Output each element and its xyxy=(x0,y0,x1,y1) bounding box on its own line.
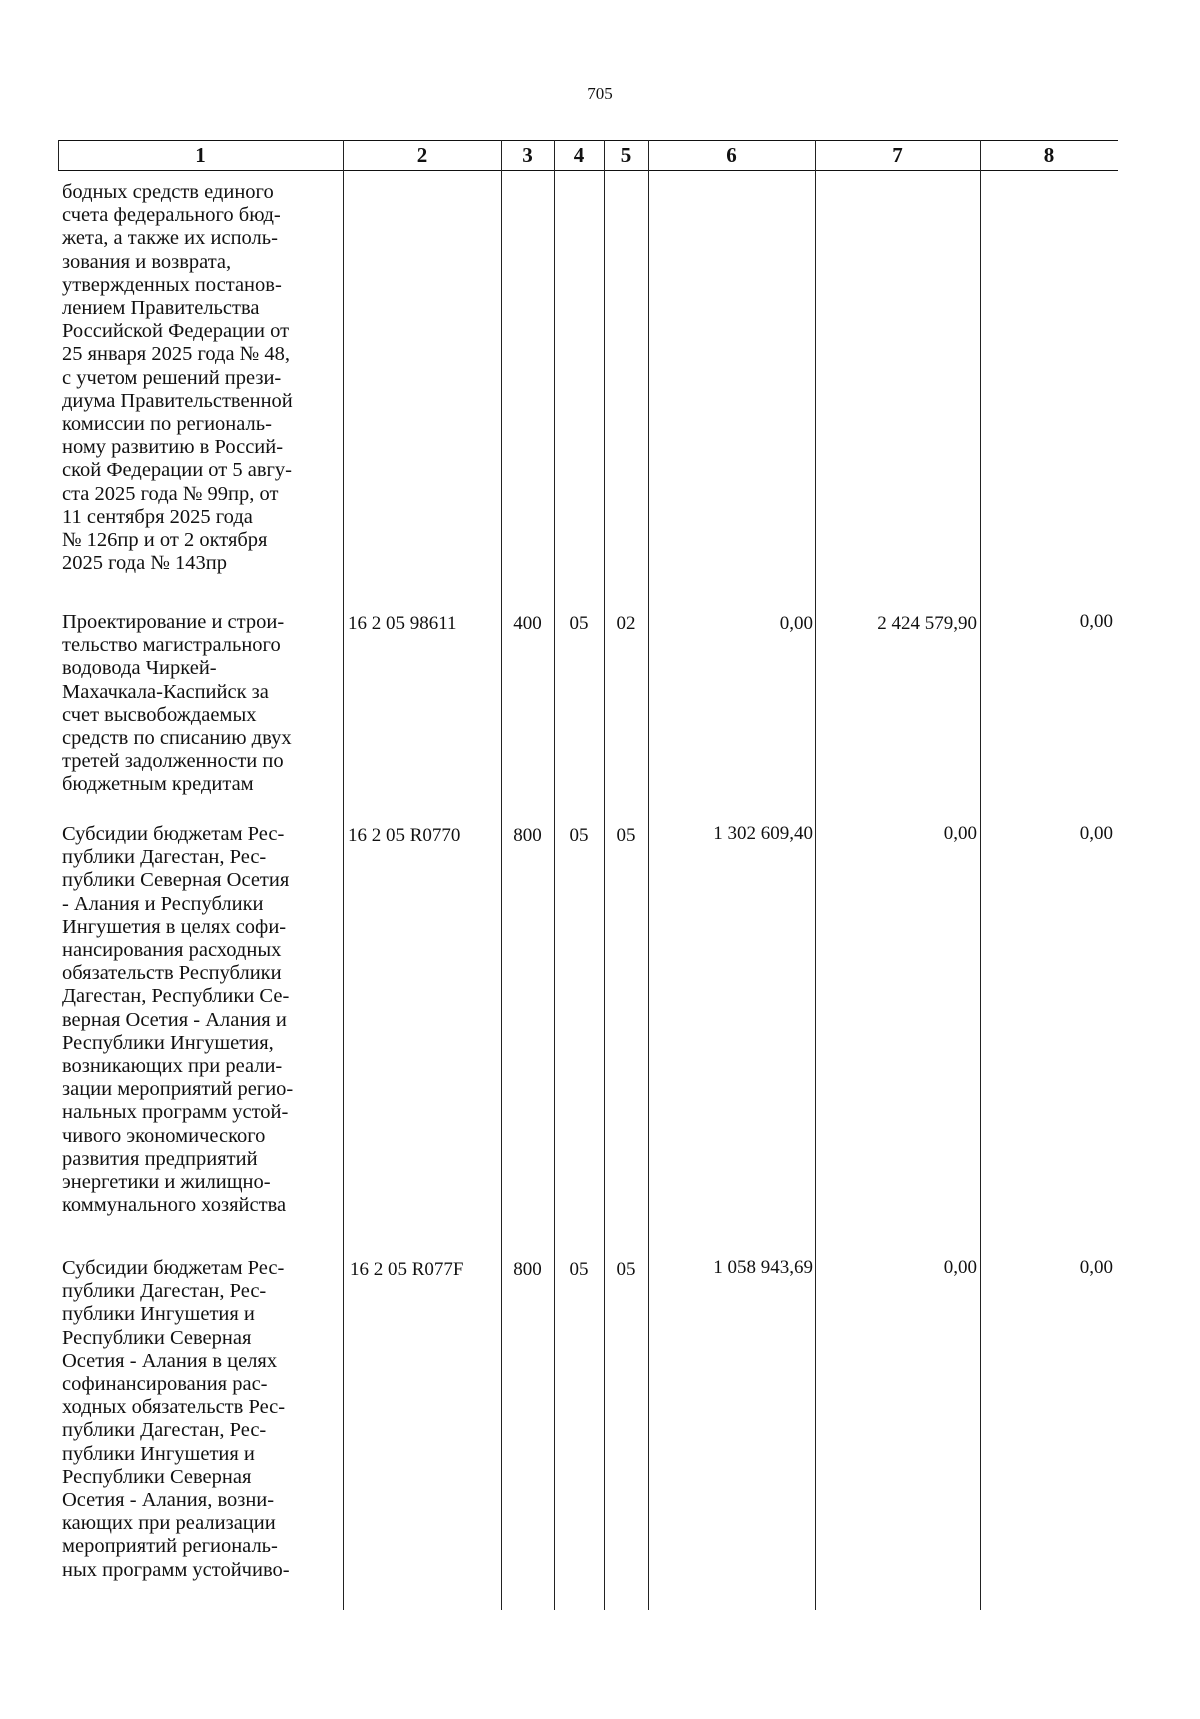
row-description: Субсидии бюджетам Рес- публики Дагестан, Рес- публики Ингушетия и Республики Северная Осетия - Алания в целях софинансирования рас- ходных обязательств Рес- публики Дагестан, Рес- публики Ингушетия и Республики Северная Осетия - Алания, возни- кающих при реализации мероприятий региональ- ных программ устойчиво- xyxy=(62,1257,290,1581)
column-header: 7 xyxy=(892,143,903,167)
row-value-col8: 0,00 xyxy=(1079,611,1113,632)
row-value-col8: 0,00 xyxy=(1079,823,1113,844)
column-divider xyxy=(980,140,981,1610)
page-number: 705 xyxy=(587,84,613,103)
row-code: 16 2 05 R077F xyxy=(350,1259,464,1280)
row-code: 16 2 05 R0770 xyxy=(348,825,461,846)
row-value-col7: 0,00 xyxy=(943,1257,977,1278)
column-header: 2 xyxy=(416,143,428,167)
row-value-col7: 2 424 579,90 xyxy=(877,613,977,634)
row-col4: 05 xyxy=(569,825,589,846)
row-value-col6: 1 058 943,69 xyxy=(713,1257,813,1278)
column-divider xyxy=(604,140,605,1610)
row-value-col6: 1 302 609,40 xyxy=(713,823,813,844)
row-value-col8: 0,00 xyxy=(1079,1257,1113,1278)
row-description: Субсидии бюджетам Рес- публики Дагестан, Рес- публики Северная Осетия - Алания и Республики Ингушетия в целях софи- нансирования расходных обязательств Республики Дагестан, Республики Се- верная Осетия - Алания и Республики Ингушетия, возникающих при реали- зации мероприятий регио- нальных программ устой- чивого экономического развития предприятий энергетики и жилищно- коммунального хозяйства xyxy=(62,823,294,1217)
row-code: 16 2 05 98611 xyxy=(348,613,457,634)
table-top-border xyxy=(58,140,1118,141)
row-description: бодных средств единого счета федерального бюд- жета, а также их исполь- зования и возврата, утвержденных постанов- лением Правительства Российской Федерации от 25 января 2025 года № 48, с учетом решений прези- диума Правительственной комиссии по региональ- ному развитию в Россий- ской Федерации от 5 авгу- ста 2025 года № 99пр, от 11 сентября 2025 года № 126пр и от 2 октября 2025 года № 143пр xyxy=(62,181,293,575)
row-col5: 02 xyxy=(616,613,636,634)
row-col4: 05 xyxy=(569,1259,589,1280)
column-divider xyxy=(554,140,555,1610)
row-col3: 400 xyxy=(513,613,542,634)
column-header: 1 xyxy=(195,143,206,167)
row-col4: 05 xyxy=(569,613,589,634)
row-description: Проектирование и строи- тельство магистрального водовода Чиркей- Махачкала-Каспийск за счет высвобождаемых средств по списанию двух третей задолженности по бюджетным кредитам xyxy=(62,611,292,796)
column-header: 8 xyxy=(1043,143,1055,167)
budget-table xyxy=(58,140,1118,1610)
column-divider xyxy=(815,140,816,1610)
column-divider xyxy=(501,140,502,1610)
column-header: 4 xyxy=(573,143,585,167)
header-bottom-border xyxy=(58,170,1118,171)
column-header: 3 xyxy=(522,143,533,167)
row-value-col6: 0,00 xyxy=(779,613,813,634)
column-divider xyxy=(648,140,649,1610)
row-col5: 05 xyxy=(616,1259,636,1280)
row-value-col7: 0,00 xyxy=(943,823,977,844)
column-header: 5 xyxy=(620,143,632,167)
row-col3: 800 xyxy=(513,825,542,846)
column-header: 6 xyxy=(726,143,737,167)
row-col5: 05 xyxy=(616,825,636,846)
row-col3: 800 xyxy=(513,1259,542,1280)
